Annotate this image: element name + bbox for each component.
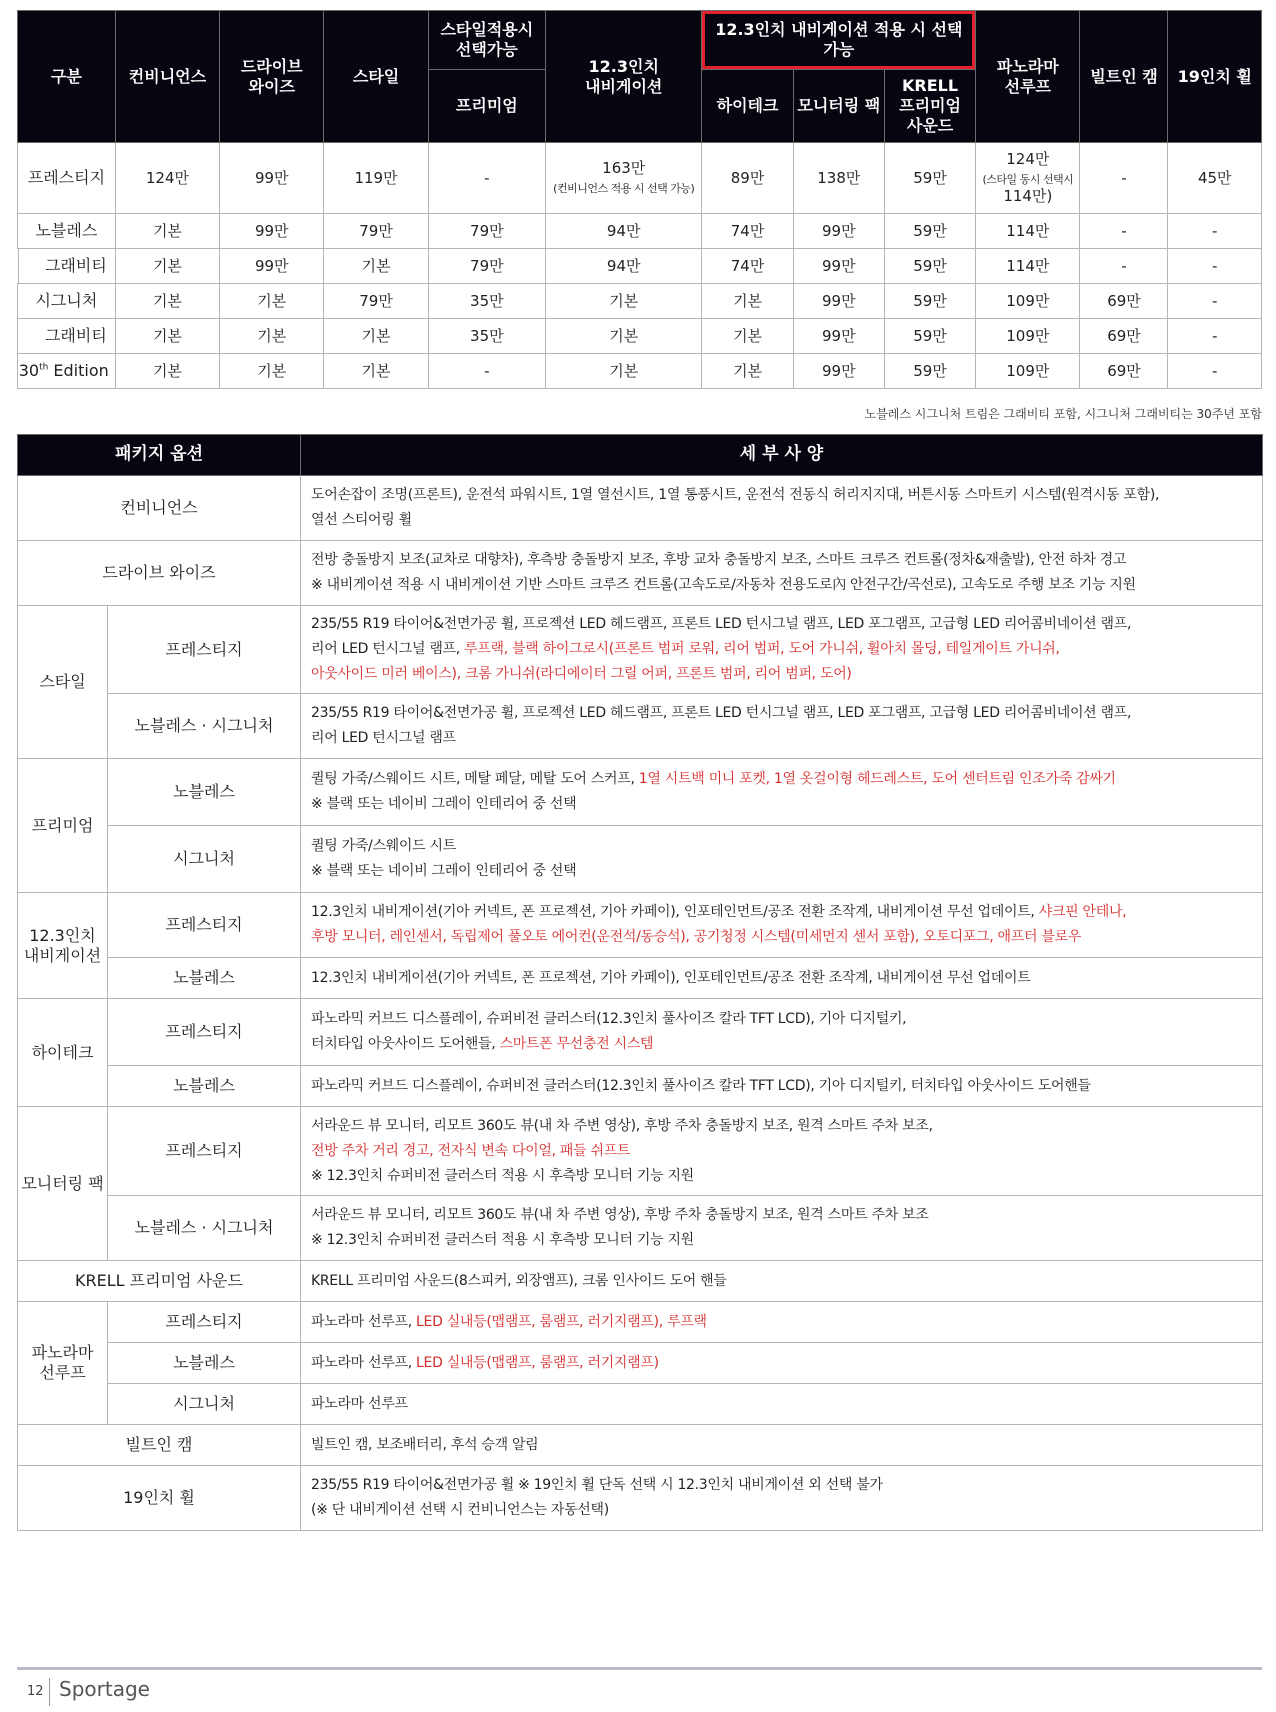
table-row xyxy=(18,1107,1263,1196)
table-row xyxy=(18,826,1263,893)
price-cell: 114만 xyxy=(976,214,1080,249)
header-detail-spec: 세 부 사 양 xyxy=(301,435,1263,476)
price-cell: 89만 xyxy=(702,143,793,214)
trim-label: 노블레스 · 시그니처 xyxy=(108,1196,301,1261)
table-row xyxy=(18,1302,1263,1343)
trim-label: 노블레스 xyxy=(108,1066,301,1107)
package-detail: 235/55 R19 타이어&전면가공 휠, 프로젝션 LED 헤드램프, 프론트 LED 턴시그널 램프, LED 포그램프, 고급형 LED 리어콤비네이션 램프, 리어 LED 턴시그널 램프, 루프랙, 블랙 하이그로시(프론트 범퍼 로워, 리어 범퍼, 도어 가니쉬, 휠아치 몰딩, 테일게이트 가니쉬, 아웃사이드 미러 베이스), 크롬 가니쉬(라디에이터 그릴 어퍼, 프론트 범퍼, 리어 범퍼, 도어) xyxy=(301,606,1263,694)
price-cell: 99만 xyxy=(793,214,884,249)
package-detail: 퀼팅 가죽/스웨이드 시트 ※ 블랙 또는 네이비 그레이 인테리어 중 선택 xyxy=(301,826,1263,893)
price-cell: 기본 xyxy=(702,354,793,389)
trim-label: 시그니처 xyxy=(108,1384,301,1425)
highlight-box: 12.3인치 내비게이션 적용 시 선택 가능 xyxy=(702,11,975,69)
table-row xyxy=(18,606,1263,694)
table-row xyxy=(18,541,1263,606)
price-cell: 94만 xyxy=(546,249,702,284)
package-detail-table xyxy=(17,434,1263,1531)
package-detail: 파노라믹 커브드 디스플레이, 슈퍼비전 클러스터(12.3인치 풀사이즈 칼라 TFT LCD), 기아 디지털키, 터치타입 아웃사이드 도어핸들 xyxy=(301,1066,1263,1107)
package-label: 19인치 휠 xyxy=(18,1466,301,1531)
price-cell: 기본 xyxy=(220,284,324,319)
header-package-option: 패키지 옵션 xyxy=(18,435,301,476)
price-cell: 99만 xyxy=(793,319,884,354)
package-group-label: 12.3인치 내비게이션 xyxy=(18,893,108,999)
price-cell: 69만 xyxy=(1080,284,1168,319)
package-detail: 전방 충돌방지 보조(교차로 대향차), 후측방 충돌방지 보조, 후방 교차 충돌방지 보조, 스마트 크루즈 컨트롤(정차&재출발), 안전 하차 경고 ※ 내비게이션 적용 시 내비게이션 기반 스마트 크루즈 컨트롤(고속도로/자동차 전용도로內 안전구간/곡선로), 고속도로 주행 보조 기능 지원 xyxy=(301,541,1263,606)
package-detail: 파노라마 선루프, LED 실내등(맵램프, 룸램프, 러기지램프) xyxy=(301,1343,1263,1384)
package-group-label: 모니터링 팩 xyxy=(18,1107,108,1261)
package-detail: 파노라마 선루프, LED 실내등(맵램프, 룸램프, 러기지램프), 루프랙 xyxy=(301,1302,1263,1343)
table-row xyxy=(18,1425,1263,1466)
footnote: 노블레스 시그니처 트림은 그래비티 포함, 시그니처 그래비티는 30주년 포함 xyxy=(864,407,1262,421)
header-hitech: 하이테크 xyxy=(702,70,793,143)
trim-label: 노블레스 xyxy=(108,958,301,999)
price-cell: 59만 xyxy=(884,214,975,249)
price-cell: 기본 xyxy=(220,319,324,354)
price-cell: 기본 xyxy=(324,319,428,354)
price-cell: 124만 xyxy=(115,143,219,214)
table-row xyxy=(18,476,1263,541)
price-cell: 99만 xyxy=(793,284,884,319)
trim-name: 노블레스 xyxy=(18,214,116,249)
page-number: 12 xyxy=(27,1684,44,1699)
header-convenience: 컨비니언스 xyxy=(115,11,219,143)
price-cell: - xyxy=(428,354,545,389)
price-cell: 기본 xyxy=(115,354,219,389)
table-row xyxy=(18,284,1262,319)
page-content xyxy=(17,10,1262,1531)
header-category: 구분 xyxy=(18,11,116,143)
package-detail: 235/55 R19 타이어&전면가공 휠, 프로젝션 LED 헤드램프, 프론트 LED 턴시그널 램프, LED 포그램프, 고급형 LED 리어콤비네이션 램프, 리어 LED 턴시그널 램프 xyxy=(301,694,1263,759)
table-row xyxy=(18,319,1262,354)
table-row xyxy=(18,1066,1263,1107)
price-cell: - xyxy=(1168,214,1262,249)
trim-label: 프레스티지 xyxy=(108,999,301,1066)
price-cell: 99만 xyxy=(220,214,324,249)
price-cell: - xyxy=(1080,143,1168,214)
price-cell: 163만 (컨비니언스 적용 시 선택 가능) xyxy=(546,143,702,214)
header-navigation: 12.3인치 내비게이션 xyxy=(546,11,702,143)
header-monitoring: 모니터링 팩 xyxy=(793,70,884,143)
price-cell: 기본 xyxy=(115,284,219,319)
price-cell: 114만 xyxy=(976,249,1080,284)
table-row xyxy=(18,1261,1263,1302)
table-row xyxy=(18,759,1263,826)
header-19inch-wheel: 19인치 휠 xyxy=(1168,11,1262,143)
price-cell: 기본 xyxy=(546,319,702,354)
price-cell: 124만 (스타일 동시 선택시 114만) xyxy=(976,143,1080,214)
price-cell: 59만 xyxy=(884,143,975,214)
package-detail: 12.3인치 내비게이션(기아 커넥트, 폰 프로젝션, 기아 카페이), 인포테인먼트/공조 전환 조작계, 내비게이션 무선 업데이트 xyxy=(301,958,1263,999)
package-detail: 파노라믹 커브드 디스플레이, 슈퍼비전 클러스터(12.3인치 풀사이즈 칼라 TFT LCD), 기아 디지털키, 터치타입 아웃사이드 도어핸들, 스마트폰 무선충전 시스템 xyxy=(301,999,1263,1066)
table-row xyxy=(18,249,1262,284)
price-cell: 109만 xyxy=(976,319,1080,354)
page-footer xyxy=(17,1667,1262,1710)
package-detail: 12.3인치 내비게이션(기아 커넥트, 폰 프로젝션, 기아 카페이), 인포테인먼트/공조 전환 조작계, 내비게이션 무선 업데이트, 샤크핀 안테나, 후방 모니터, 레인센서, 독립제어 풀오토 에어컨(운전석/동승석), 공기청정 시스템(미세먼지 센서 포함), 오토디포그, 애프터 블로우 xyxy=(301,893,1263,958)
trim-label: 노블레스 xyxy=(108,759,301,826)
header-style: 스타일 xyxy=(324,11,428,143)
price-cell: - xyxy=(1168,354,1262,389)
table-row xyxy=(18,694,1263,759)
trim-name: 시그니처 xyxy=(18,284,116,319)
price-cell: 기본 xyxy=(702,284,793,319)
price-cell: 기본 xyxy=(546,284,702,319)
option-price-table xyxy=(17,10,1262,389)
table-row xyxy=(18,893,1263,958)
price-cell: 35만 xyxy=(428,319,545,354)
header-builtin-cam: 빌트인 캠 xyxy=(1080,11,1168,143)
price-cell: 기본 xyxy=(324,354,428,389)
price-cell: 74만 xyxy=(702,214,793,249)
table-row xyxy=(18,958,1263,999)
footer-divider xyxy=(49,1678,50,1706)
price-cell: 69만 xyxy=(1080,319,1168,354)
price-cell: 79만 xyxy=(324,214,428,249)
header-panorama: 파노라마 선루프 xyxy=(976,11,1080,143)
table-row xyxy=(18,354,1262,389)
price-cell: 기본 xyxy=(702,319,793,354)
package-label: 컨비니언스 xyxy=(18,476,301,541)
price-cell: 99만 xyxy=(793,249,884,284)
price-cell: 99만 xyxy=(793,354,884,389)
price-cell: 기본 xyxy=(546,354,702,389)
price-cell: 69만 xyxy=(1080,354,1168,389)
price-cell: - xyxy=(1168,319,1262,354)
package-group-label: 스타일 xyxy=(18,606,108,759)
price-cell: 59만 xyxy=(884,284,975,319)
price-cell: 74만 xyxy=(702,249,793,284)
trim-label: 노블레스 xyxy=(108,1343,301,1384)
package-detail: KRELL 프리미엄 사운드(8스피커, 외장앰프), 크롬 인사이드 도어 핸들 xyxy=(301,1261,1263,1302)
package-detail: 서라운드 뷰 모니터, 리모트 360도 뷰(내 차 주변 영상), 후방 주차 충돌방지 보조, 원격 스마트 주차 보조 ※ 12.3인치 슈퍼비전 클러스터 적용 시 후측방 모니터 기능 지원 xyxy=(301,1196,1263,1261)
price-cell: 기본 xyxy=(115,249,219,284)
price-cell: 기본 xyxy=(324,249,428,284)
trim-name: 그래비티 xyxy=(18,319,116,354)
package-detail: 서라운드 뷰 모니터, 리모트 360도 뷰(내 차 주변 영상), 후방 주차 충돌방지 보조, 원격 스마트 주차 보조, 전방 주차 거리 경고, 전자식 변속 다이얼, 패들 쉬프트 ※ 12.3인치 슈퍼비전 클러스터 적용 시 후측방 모니터 기능 지원 xyxy=(301,1107,1263,1196)
price-cell: 138만 xyxy=(793,143,884,214)
trim-name: 프레스티지 xyxy=(18,143,116,214)
trim-label: 프레스티지 xyxy=(108,1302,301,1343)
price-cell: 119만 xyxy=(324,143,428,214)
header-drive-wise: 드라이브 와이즈 xyxy=(220,11,324,143)
brand-name: Sportage xyxy=(59,1677,150,1701)
table-row xyxy=(18,214,1262,249)
price-cell: 109만 xyxy=(976,354,1080,389)
price-cell: 79만 xyxy=(428,249,545,284)
price-cell: - xyxy=(1168,249,1262,284)
trim-name: 그래비티 xyxy=(18,249,116,284)
package-group-label: 하이테크 xyxy=(18,999,108,1107)
price-cell: 기본 xyxy=(220,354,324,389)
price-cell: 99만 xyxy=(220,143,324,214)
price-cell: - xyxy=(1168,284,1262,319)
package-label: 빌트인 캠 xyxy=(18,1425,301,1466)
package-detail: 파노라마 선루프 xyxy=(301,1384,1263,1425)
package-label: 드라이브 와이즈 xyxy=(18,541,301,606)
price-cell: - xyxy=(1080,214,1168,249)
table-row xyxy=(18,1466,1263,1531)
table-row xyxy=(18,1196,1263,1261)
price-cell: 109만 xyxy=(976,284,1080,319)
trim-name: 30th Edition xyxy=(18,354,116,389)
table-row xyxy=(18,1384,1263,1425)
price-cell: 45만 xyxy=(1168,143,1262,214)
price-cell: 기본 xyxy=(115,214,219,249)
package-detail: 235/55 R19 타이어&전면가공 휠 ※ 19인치 휠 단독 선택 시 12.3인치 내비게이션 외 선택 불가 (※ 단 내비게이션 선택 시 컨비니언스는 자동선택) xyxy=(301,1466,1263,1531)
trim-label: 프레스티지 xyxy=(108,893,301,958)
package-group-label: 파노라마 선루프 xyxy=(18,1302,108,1425)
table-row xyxy=(18,1343,1263,1384)
package-label: KRELL 프리미엄 사운드 xyxy=(18,1261,301,1302)
header-style-optional: 스타일적용시 선택가능 xyxy=(428,11,545,70)
price-cell: 79만 xyxy=(324,284,428,319)
price-cell: 79만 xyxy=(428,214,545,249)
price-cell: - xyxy=(1080,249,1168,284)
price-cell: 59만 xyxy=(884,354,975,389)
table-row xyxy=(18,143,1262,214)
trim-label: 시그니처 xyxy=(108,826,301,893)
header-krell: KRELL 프리미엄 사운드 xyxy=(884,70,975,143)
table-row xyxy=(18,999,1263,1066)
price-cell: 94만 xyxy=(546,214,702,249)
price-cell: 59만 xyxy=(884,249,975,284)
price-cell: 59만 xyxy=(884,319,975,354)
package-detail: 도어손잡이 조명(프론트), 운전석 파워시트, 1열 열선시트, 1열 통풍시트, 운전석 전동식 허리지지대, 버튼시동 스마트키 시스템(원격시동 포함), 열선 스티어링 휠 xyxy=(301,476,1263,541)
price-cell: - xyxy=(428,143,545,214)
header-premium: 프리미엄 xyxy=(428,70,545,143)
trim-label: 프레스티지 xyxy=(108,606,301,694)
package-detail: 빌트인 캠, 보조배터리, 후석 승객 알림 xyxy=(301,1425,1263,1466)
package-detail: 퀼팅 가죽/스웨이드 시트, 메탈 페달, 메탈 도어 스커프, 1열 시트백 미니 포켓, 1열 옷걸이형 헤드레스트, 도어 센터트림 인조가죽 감싸기 ※ 블랙 또는 네이비 그레이 인테리어 중 선택 xyxy=(301,759,1263,826)
price-cell: 99만 xyxy=(220,249,324,284)
price-cell: 기본 xyxy=(115,319,219,354)
trim-label: 노블레스 · 시그니처 xyxy=(108,694,301,759)
price-cell: 35만 xyxy=(428,284,545,319)
trim-label: 프레스티지 xyxy=(108,1107,301,1196)
package-group-label: 프리미엄 xyxy=(18,759,108,893)
header-navi-optional xyxy=(702,11,976,70)
